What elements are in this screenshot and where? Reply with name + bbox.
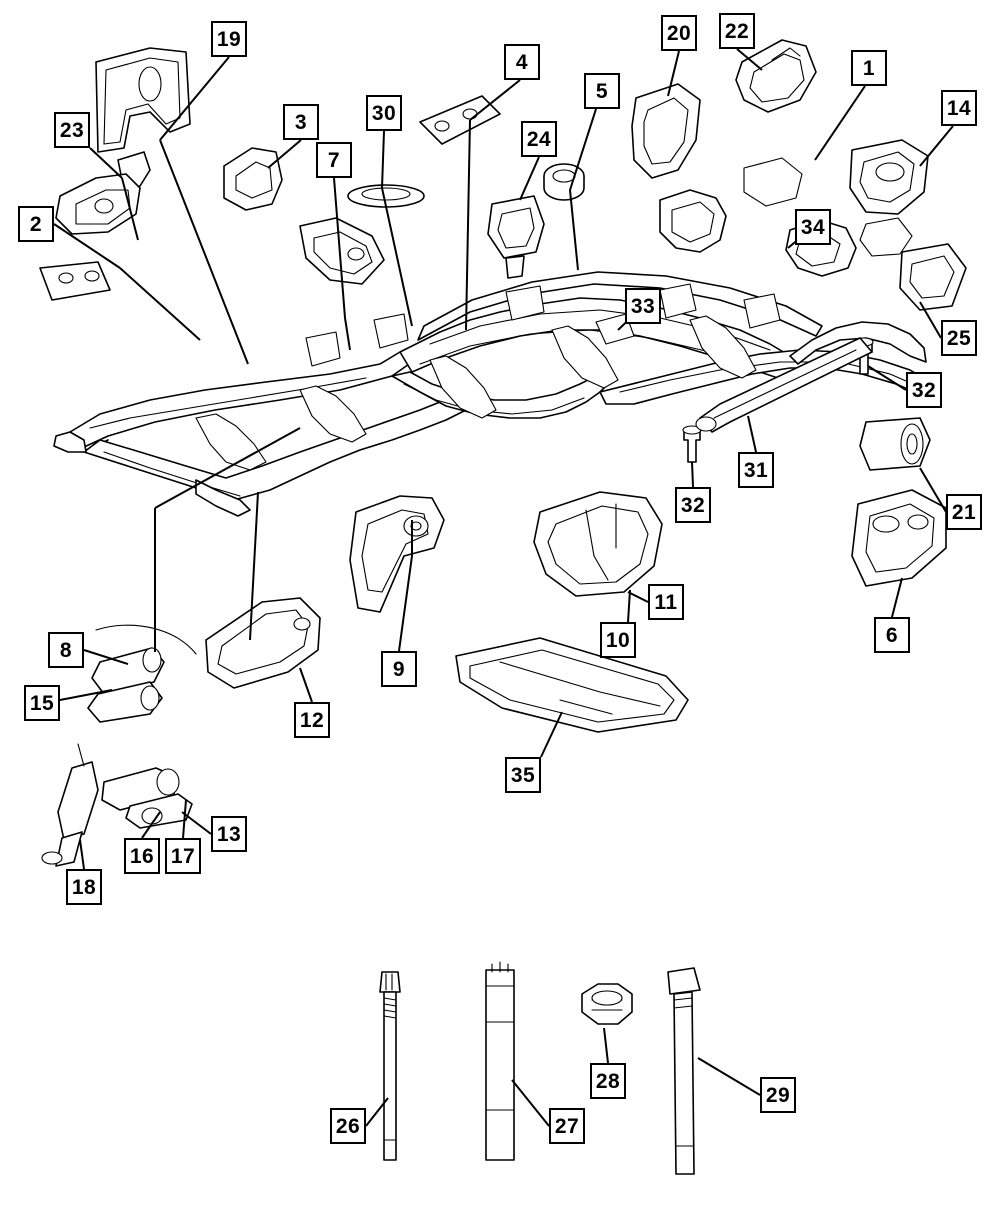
- callout-18[interactable]: 18: [66, 869, 102, 905]
- callout-16[interactable]: 16: [124, 838, 160, 874]
- callout-9[interactable]: 9: [381, 651, 417, 687]
- callout-35[interactable]: 35: [505, 757, 541, 793]
- callout-19[interactable]: 19: [211, 21, 247, 57]
- callout-15[interactable]: 15: [24, 685, 60, 721]
- callout-21[interactable]: 21: [946, 494, 982, 530]
- callout-3[interactable]: 3: [283, 104, 319, 140]
- callout-29[interactable]: 29: [760, 1077, 796, 1113]
- callout-8[interactable]: 8: [48, 632, 84, 668]
- callout-34[interactable]: 34: [795, 209, 831, 245]
- callout-24[interactable]: 24: [521, 121, 557, 157]
- callout-12[interactable]: 12: [294, 702, 330, 738]
- callout-4[interactable]: 4: [504, 44, 540, 80]
- callout-30[interactable]: 30: [366, 95, 402, 131]
- callout-2[interactable]: 2: [18, 206, 54, 242]
- callout-22[interactable]: 22: [719, 13, 755, 49]
- callout-26[interactable]: 26: [330, 1108, 366, 1144]
- callout-14[interactable]: 14: [941, 90, 977, 126]
- callout-31[interactable]: 31: [738, 452, 774, 488]
- callout-25[interactable]: 25: [941, 320, 977, 356]
- callout-32-upper[interactable]: 32: [906, 372, 942, 408]
- callout-5[interactable]: 5: [584, 73, 620, 109]
- callout-33[interactable]: 33: [625, 288, 661, 324]
- callout-13[interactable]: 13: [211, 816, 247, 852]
- callout-6[interactable]: 6: [874, 617, 910, 653]
- callout-28[interactable]: 28: [590, 1063, 626, 1099]
- callout-11[interactable]: 11: [648, 584, 684, 620]
- callout-17[interactable]: 17: [165, 838, 201, 874]
- callout-23[interactable]: 23: [54, 112, 90, 148]
- callout-20[interactable]: 20: [661, 15, 697, 51]
- callout-1[interactable]: 1: [851, 50, 887, 86]
- callout-32-lower[interactable]: 32: [675, 487, 711, 523]
- callout-10[interactable]: 10: [600, 622, 636, 658]
- callout-7[interactable]: 7: [316, 142, 352, 178]
- callout-27[interactable]: 27: [549, 1108, 585, 1144]
